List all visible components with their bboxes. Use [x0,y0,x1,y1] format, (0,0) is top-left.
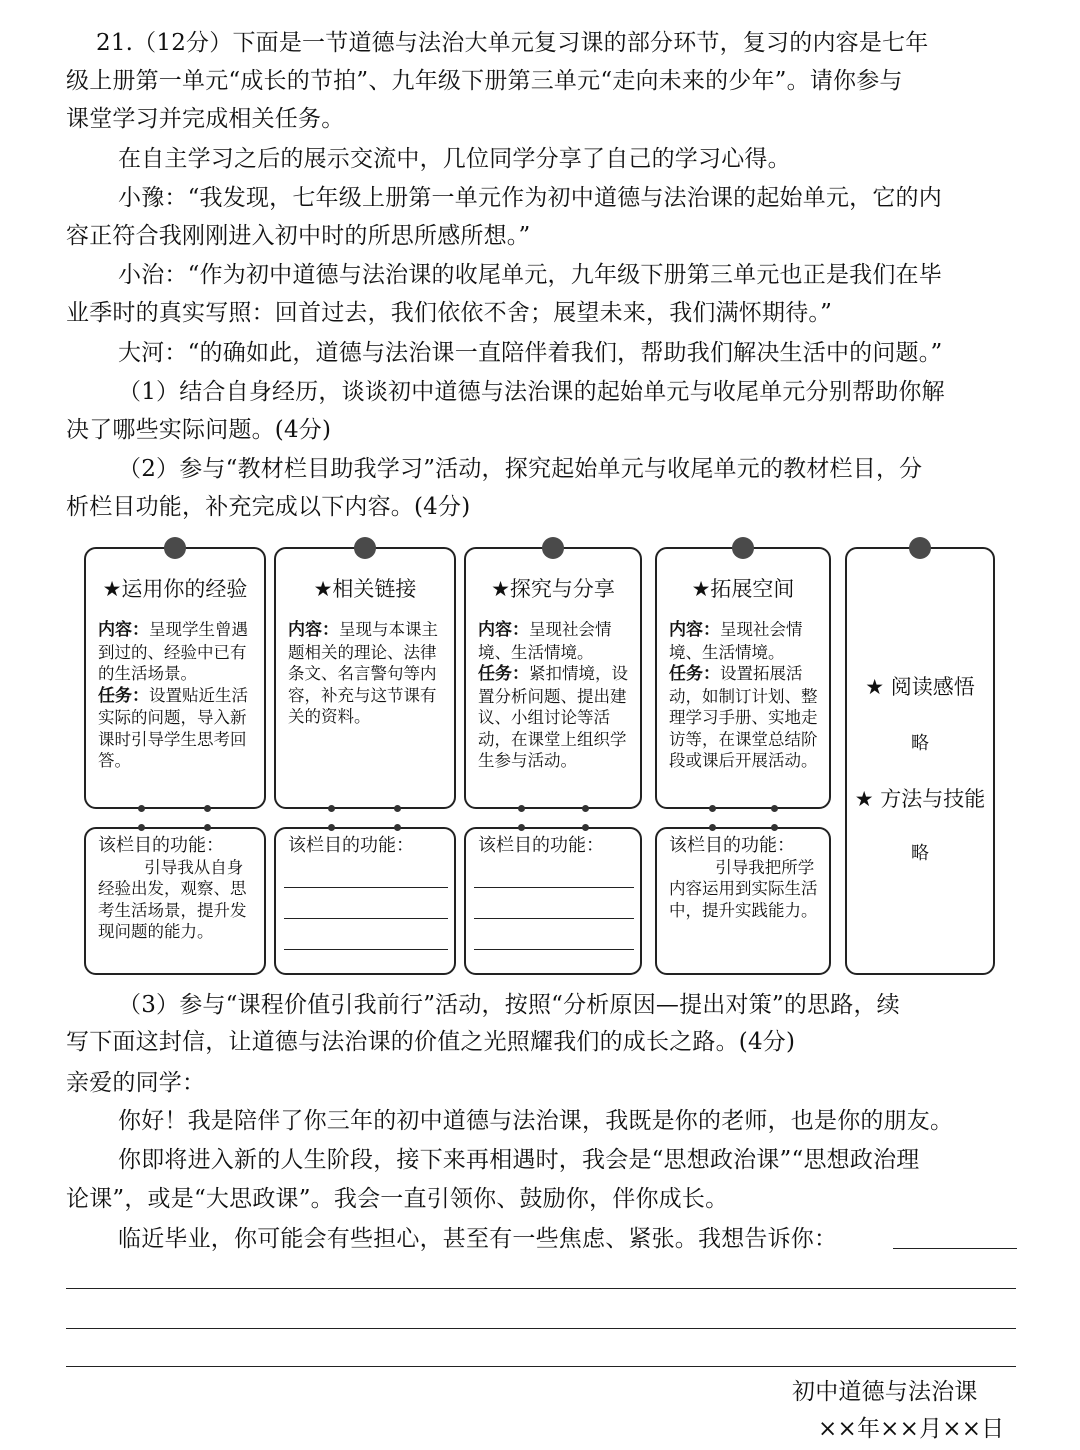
function-body: 该栏目的功能： 引导我把所学内容运用到实际生活中，提升实践能力。 [669,835,818,920]
answer-blank[interactable] [893,1248,1017,1249]
function-card-explore-share [464,827,642,975]
answer-blank[interactable] [284,949,448,950]
answer-blank[interactable] [474,887,634,888]
ring-icon [204,824,211,831]
xiaozhi-line-1: 小治：“作为初中道德与法治课的收尾单元，九年级下册第三单元也正是我们在毕 [118,262,942,288]
pin-icon [732,537,754,559]
ring-icon [771,824,778,831]
question-line-1: 21.（12分）下面是一节道德与法治大单元复习课的部分环节，复习的内容是七年 [96,30,929,56]
letter-paragraph-3: 临近毕业，你可能会有些担心，甚至有一些焦虑、紧张。我想告诉你： [118,1226,838,1252]
card-extension-space [655,547,831,809]
reading-insight-label: ★ 阅读感悟 [865,675,975,699]
answer-blank[interactable] [474,918,634,919]
function-body: 该栏目的功能： [478,835,604,856]
ring-icon [582,805,589,812]
card-body: 内容：呈现学生曾遇到过的、经验中已有的生活场景。 任务：设置贴近生活实际的问题，导入新课时引导学生思考回答。 [98,620,248,770]
xiaozhi-line-2: 业季时的真实写照：回首过去，我们依依不舍；展望未来，我们满怀期待。” [66,300,833,326]
ring-icon [709,824,716,831]
question-line-2: 级上册第一单元“成长的节拍”、九年级下册第三单元“走向未来的少年”。请你参与 [66,68,903,94]
ring-icon [328,824,335,831]
answer-blank[interactable] [284,887,448,888]
card-related-link [274,547,456,809]
letter-salutation: 亲爱的同学： [66,1070,206,1096]
card-experience [84,547,266,809]
reading-insight-omitted: 略 [911,733,929,754]
function-body: 该栏目的功能： 引导我从自身经验出发，观察、思考生活场景，提升发现问题的能力。 [98,835,247,941]
question-line-3: 课堂学习并完成相关任务。 [66,106,345,132]
answer-blank[interactable] [284,918,448,919]
answer-line[interactable] [66,1328,1016,1329]
function-body: 该栏目的功能： [288,835,414,856]
ring-icon [328,805,335,812]
pin-icon [542,537,564,559]
ring-icon [138,805,145,812]
ring-icon [709,805,716,812]
ring-icon [771,805,778,812]
methods-skills-label: ★ 方法与技能 [854,787,986,811]
part1-line-1: （1）结合自身经历，谈谈初中道德与法治课的起始单元与收尾单元分别帮助你解 [118,379,945,405]
intro-text: 在自主学习之后的展示交流中，几位同学分享了自己的学习心得。 [118,146,791,172]
ring-icon [582,824,589,831]
ring-icon [394,805,401,812]
function-card-experience [84,827,266,975]
function-card-related-link [274,827,456,975]
card-title: ★拓展空间 [691,577,795,601]
letter-paragraph-2-line-1: 你即将进入新的人生阶段，接下来再相遇时，我会是“思想政治课”“思想政治理 [118,1147,920,1173]
part2-line-2: 析栏目功能，补充完成以下内容。(4分) [66,494,471,520]
letter-signature: 初中道德与法治课 [792,1379,978,1405]
pin-icon [354,537,376,559]
card-body: 内容：呈现社会情境、生活情境。 任务：紧扣情境，设置分析问题、提出建议、小组讨论等活动，在课堂上组织学生参与活动。 [478,620,628,770]
ring-icon [204,805,211,812]
pin-icon [909,537,931,559]
ring-icon [138,824,145,831]
card-title: ★运用你的经验 [102,577,248,601]
part3-line-1: （3）参与“课程价值引我前行”活动，按照“分析原因—提出对策”的思路，续 [118,992,900,1018]
card-body: 内容：呈现与本课主题相关的理论、法律条文、名言警句等内容，补充与这节课有关的资料。 [288,620,438,726]
letter-date: ××年××月××日 [818,1416,1005,1442]
xiaoyu-line-1: 小豫：“我发现，七年级上册第一单元作为初中道德与法治课的起始单元，它的内 [118,185,942,211]
answer-line[interactable] [66,1288,1016,1289]
pin-icon [164,537,186,559]
letter-paragraph-2-line-2: 论课”，或是“大思政课”。我会一直引领你、鼓励你，伴你成长。 [66,1186,729,1212]
ring-icon [518,824,525,831]
card-body: 内容：呈现社会情境、生活情境。 任务：设置拓展活动，如制订计划、整理学习手册、实地走访等，在课堂总结阶段或课后开展活动。 [669,620,818,770]
card-title: ★相关链接 [313,577,417,601]
xiaoyu-line-2: 容正符合我刚刚进入初中时的所思所感所想。” [66,223,531,249]
part3-line-2: 写下面这封信，让道德与法治课的价值之光照耀我们的成长之路。(4分) [66,1029,796,1055]
card-explore-share [464,547,642,809]
answer-line[interactable] [66,1366,1016,1367]
methods-skills-omitted: 略 [911,843,929,864]
ring-icon [394,824,401,831]
letter-paragraph-1: 你好！我是陪伴了你三年的初中道德与法治课，我既是你的老师，也是你的朋友。 [118,1108,954,1134]
card-reading-methods [845,547,995,975]
function-card-extension-space [655,827,831,975]
dahe-text: 大河：“的确如此，道德与法治课一直陪伴着我们，帮助我们解决生活中的问题。” [118,340,943,366]
part2-line-1: （2）参与“教材栏目助我学习”活动，探究起始单元与收尾单元的教材栏目，分 [118,456,923,482]
part1-line-2: 决了哪些实际问题。(4分) [66,417,332,443]
answer-blank[interactable] [474,949,634,950]
card-title: ★探究与分享 [491,577,615,601]
ring-icon [518,805,525,812]
